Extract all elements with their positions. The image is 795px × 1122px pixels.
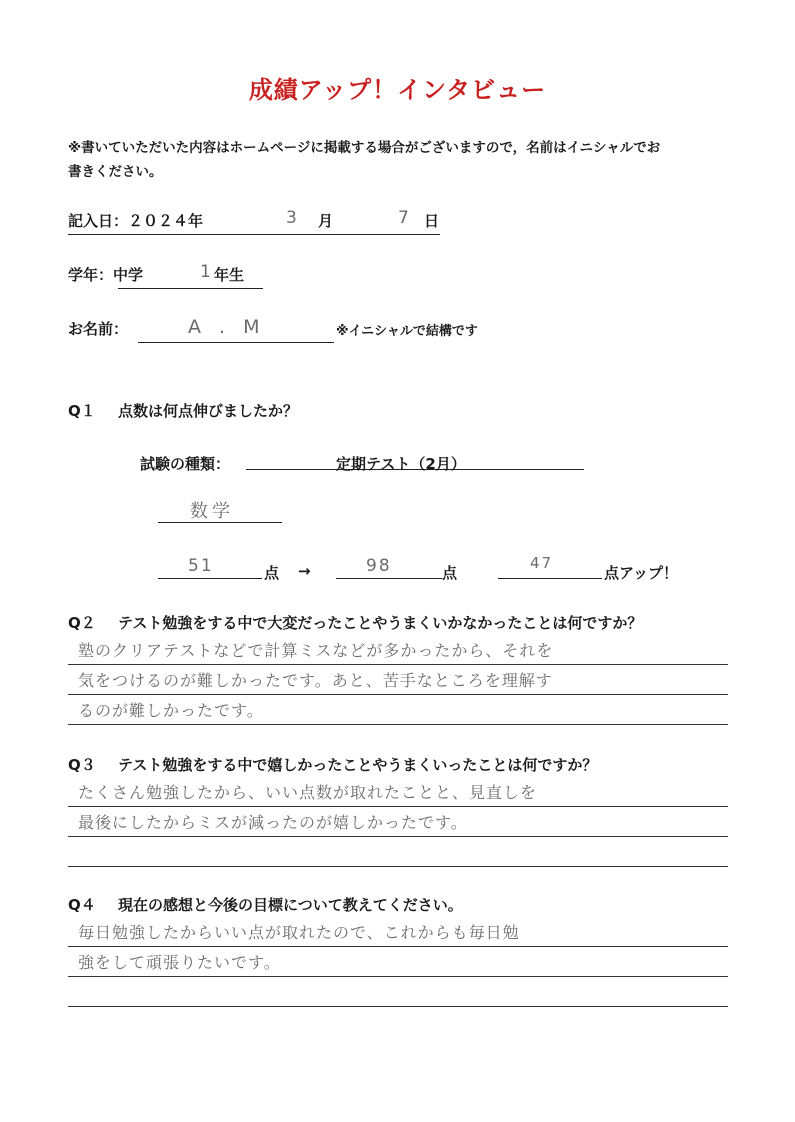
before-score-value[interactable]: 51 (188, 556, 214, 576)
after-score-value[interactable]: 98 (366, 556, 392, 576)
notice-line-1: ※書いていただいた内容はホームページに掲載する場合がございますので，名前はイニシャルでお (68, 140, 661, 156)
q3-answer[interactable] (78, 778, 728, 838)
q2-answer-line-3: るのが難しかったです。 (78, 701, 264, 720)
notice (68, 136, 738, 184)
q4-answer-line-2: 強をして頑張りたいです。 (78, 953, 281, 972)
grade-value[interactable]: 1 (200, 262, 213, 282)
q2-answer-line-2: 気をつけるのが難しかったです。あと、苦手なところを理解す (78, 671, 553, 690)
q2-answer-line-1: 塾のクリアテストなどで計算ミスなどが多かったから、それを (78, 641, 554, 660)
name-label: お名前： (68, 320, 129, 338)
q2-question: テスト勉強をする中で大変だったことやうまくいかなかったことは何ですか？ (118, 614, 643, 632)
q2-answer[interactable] (78, 636, 728, 726)
page-title: 成績アップ！インタビュー (248, 76, 547, 104)
q4-question: 現在の感想と今後の目標について教えてください。 (118, 896, 463, 914)
entry-date-underline (68, 234, 440, 235)
arrow-icon: → (298, 562, 311, 580)
q2-number: Q２ (68, 614, 96, 632)
q3-question: テスト勉強をする中で嬉しかったことやうまくいったことは何ですか？ (118, 756, 598, 774)
q4-answer[interactable] (78, 918, 728, 978)
entry-day-value[interactable]: 7 (398, 208, 411, 228)
before-score-unit: 点 (264, 564, 280, 582)
after-score-unit: 点 (442, 564, 458, 582)
grade-underline (118, 288, 263, 289)
grade-label: 学年：中学 (68, 266, 144, 284)
entry-date-label: 記入日：２０２４年 (68, 212, 204, 230)
after-score-underline (336, 578, 442, 579)
increase-underline (498, 578, 602, 579)
subject-value[interactable]: 数学 (190, 501, 234, 522)
q3-rule-3 (68, 866, 728, 867)
increase-unit: 点アップ！ (604, 564, 678, 582)
q1-question: 点数は何点伸びましたか？ (118, 402, 299, 420)
q4-answer-line-1: 毎日勉強したからいい点が取れたので、これからも毎日勉 (78, 923, 520, 942)
q3-answer-line-2: 最後にしたからミスが減ったのが嬉しかったです。 (78, 813, 468, 832)
name-underline (138, 342, 334, 343)
q4-rule-3 (68, 1006, 728, 1007)
entry-day-unit: 日 (424, 212, 440, 230)
entry-month-unit: 月 (318, 212, 334, 230)
q3-answer-line-1: たくさん勉強したから、いい点数が取れたことと、見直しを (78, 783, 538, 802)
name-note: ※イニシャルで結構です (336, 324, 478, 339)
test-type-label: 試験の種類： (140, 455, 231, 473)
entry-month-value[interactable]: 3 (286, 208, 299, 228)
q4-number: Q４ (68, 896, 96, 914)
before-score-underline (158, 578, 262, 579)
notice-line-2: 書きください。 (68, 164, 163, 180)
q3-number: Q３ (68, 756, 96, 774)
increase-value[interactable]: 47 (530, 554, 554, 572)
test-type-value: 定期テスト（2月） (336, 455, 466, 473)
name-value[interactable]: A . M (188, 316, 266, 338)
grade-unit: 年生 (214, 266, 245, 284)
q1-number: Q１ (68, 402, 96, 420)
